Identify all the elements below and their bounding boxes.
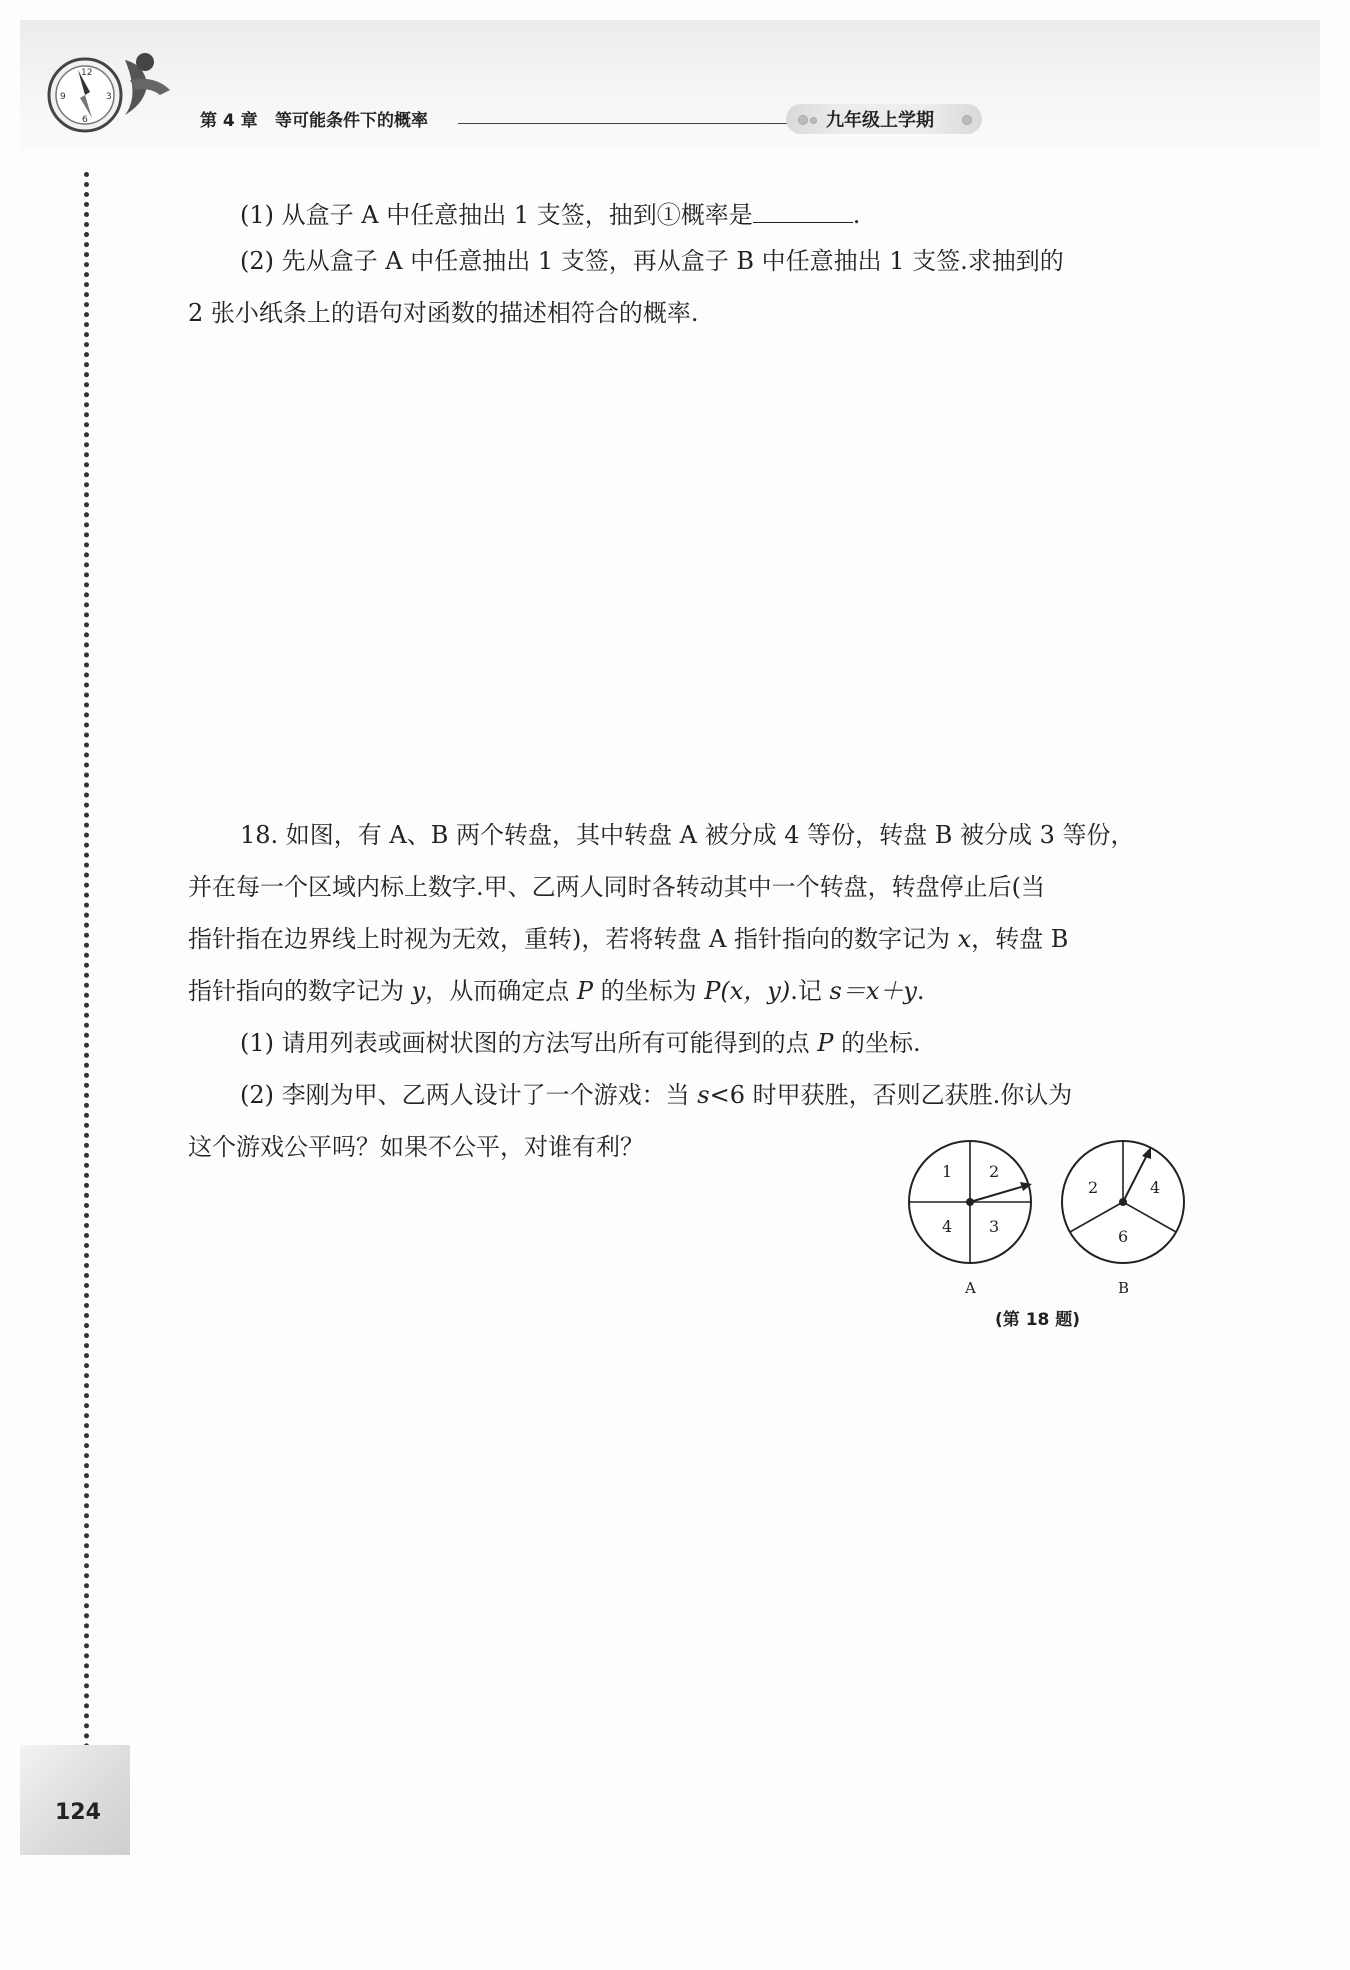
q18-line4-text-b: ，从而确定点 bbox=[425, 977, 577, 1005]
spinner-b-number: 2 bbox=[1088, 1178, 1099, 1197]
clock-runner-icon bbox=[30, 40, 220, 140]
chapter-title: 等可能条件下的概率 bbox=[275, 111, 428, 131]
grade-badge bbox=[786, 104, 982, 134]
svg-text:12: 12 bbox=[81, 68, 93, 78]
q17-part1 bbox=[240, 194, 860, 236]
binding-dotted-line bbox=[84, 172, 89, 1750]
q18-part2-text-a: (2) 李刚为甲、乙两人设计了一个游戏：当 bbox=[240, 1081, 698, 1109]
spinner-a bbox=[909, 1141, 1032, 1297]
spinner-a-number: 2 bbox=[989, 1162, 1000, 1181]
q18-line1: 18. 如图，有 A、B 两个转盘，其中转盘 A 被分成 4 等份，转盘 B 被分成 3 等份， bbox=[240, 821, 1135, 849]
page-number: 124 bbox=[55, 1800, 101, 1825]
q18-part1 bbox=[240, 1022, 921, 1064]
point-p: P bbox=[817, 1029, 834, 1057]
decor-dot-icon bbox=[810, 117, 817, 124]
answer-blank[interactable] bbox=[753, 200, 853, 223]
q17-part1-text: (1) 从盒子 A 中任意抽出 1 支签，抽到①概率是 bbox=[240, 201, 753, 229]
spinner-a-label: A bbox=[965, 1279, 976, 1297]
q18-line3-text-a: 指针指在边界线上时视为无效，重转)，若将转盘 A 指针指向的数字记为 bbox=[188, 925, 958, 953]
q18-line4-text-c: 的坐标为 bbox=[593, 977, 705, 1005]
q17-part2-line2: 2 张小纸条上的语句对函数的描述相符合的概率. bbox=[188, 299, 699, 327]
svg-text:3: 3 bbox=[106, 92, 112, 102]
q17-part1-end: . bbox=[852, 201, 861, 229]
svg-text:9: 9 bbox=[60, 92, 66, 102]
q17-part2-line1: (2) 先从盒子 A 中任意抽出 1 支签，再从盒子 B 中任意抽出 1 支签.求抽到的 bbox=[240, 247, 1064, 275]
q18-line3-text-b: ，转盘 B bbox=[971, 925, 1069, 953]
q18-line4-text-d: .记 bbox=[790, 977, 830, 1005]
decor-dot-icon bbox=[798, 115, 808, 125]
var-s: s bbox=[697, 1081, 710, 1109]
q18-line4 bbox=[188, 970, 925, 1012]
figure-caption: (第 18 题) bbox=[995, 1310, 1081, 1330]
spinner-a-number: 1 bbox=[942, 1162, 953, 1181]
q18-line2: 并在每一个区域内标上数字.甲、乙两人同时各转动其中一个转盘，转盘停止后(当 bbox=[188, 873, 1045, 901]
header-divider bbox=[458, 123, 788, 124]
svg-text:6: 6 bbox=[82, 115, 88, 125]
spinner-a-number: 4 bbox=[942, 1217, 953, 1236]
sum-equation: s＝x＋y bbox=[829, 977, 917, 1005]
spinner-a-number: 3 bbox=[989, 1217, 1000, 1236]
var-x: x bbox=[957, 925, 972, 953]
q18-line4-text-a: 指针指向的数字记为 bbox=[188, 977, 412, 1005]
q18-line3 bbox=[188, 918, 1068, 960]
q18-part1-text-a: (1) 请用列表或画树状图的方法写出所有可能得到的点 bbox=[240, 1029, 818, 1057]
var-y: y bbox=[411, 977, 426, 1005]
point-p-coord: P(x，y) bbox=[704, 977, 791, 1005]
spinner-b bbox=[1062, 1141, 1184, 1297]
chapter-label: 第 4 章 bbox=[200, 111, 258, 131]
decor-dot-icon bbox=[962, 115, 972, 125]
q18-part2-line2: 这个游戏公平吗？如果不公平，对谁有利？ bbox=[188, 1133, 644, 1161]
spinner-b-number: 6 bbox=[1118, 1227, 1129, 1246]
spinner-b-label: B bbox=[1118, 1279, 1130, 1297]
q18-line4-text-e: . bbox=[916, 977, 925, 1005]
grade-label: 九年级上学期 bbox=[826, 110, 934, 131]
q18-part1-text-b: 的坐标. bbox=[833, 1029, 921, 1057]
point-p: P bbox=[576, 977, 593, 1005]
q18-part2 bbox=[240, 1074, 1072, 1116]
q18-part2-text-b: <6 时甲获胜，否则乙获胜.你认为 bbox=[709, 1081, 1073, 1109]
spinner-b-number: 4 bbox=[1150, 1178, 1161, 1197]
